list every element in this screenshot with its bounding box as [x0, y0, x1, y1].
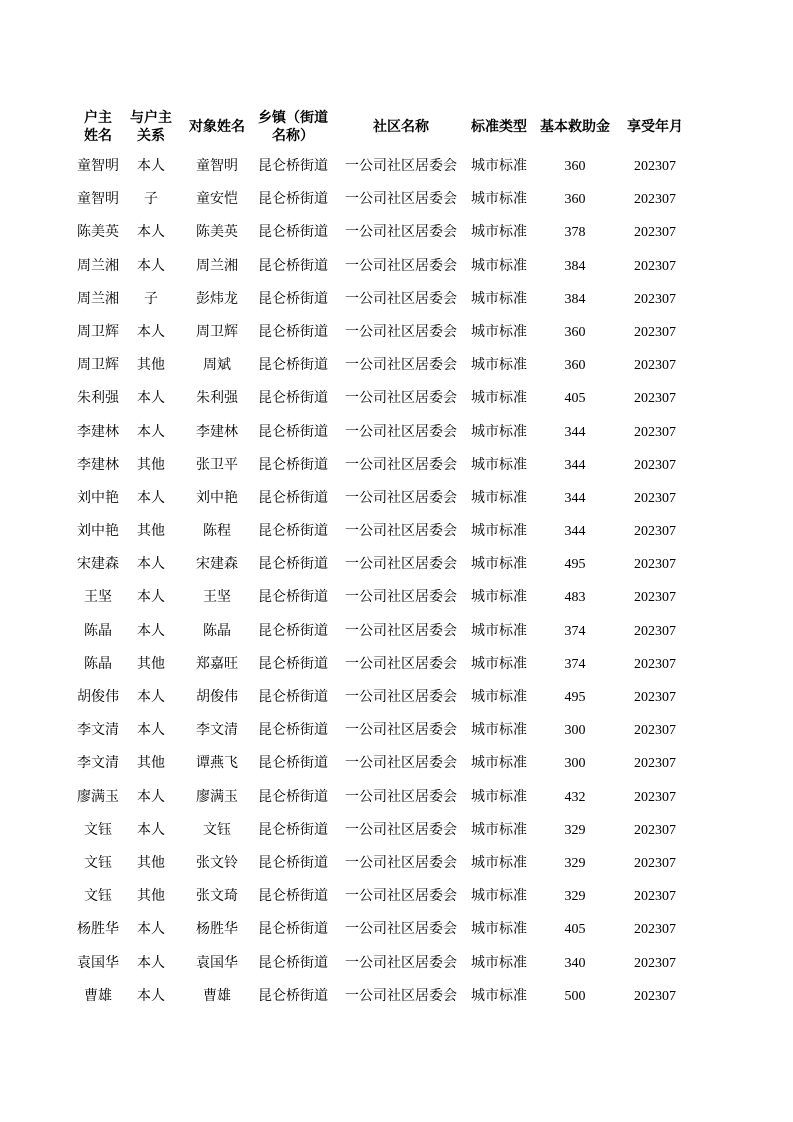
cell-basic-aid: 329 — [564, 889, 586, 905]
cell-householder-name: 曹雄 — [84, 987, 112, 1004]
header-period: 享受年月 — [627, 118, 683, 135]
cell-community: 一公司社区居委会 — [345, 921, 457, 938]
cell-basic-aid: 344 — [564, 490, 586, 506]
cell-basic-aid: 384 — [564, 258, 586, 274]
cell-relationship: 本人 — [137, 921, 165, 938]
table-row — [68, 847, 708, 880]
cell-relationship: 本人 — [137, 589, 165, 606]
cell-relationship: 子 — [144, 290, 158, 307]
cell-basic-aid: 374 — [564, 656, 586, 672]
cell-period: 202307 — [634, 988, 676, 1004]
cell-standard-type: 城市标准 — [471, 722, 527, 739]
table-row — [68, 913, 708, 946]
cell-standard-type: 城市标准 — [471, 158, 527, 174]
cell-period: 202307 — [634, 457, 676, 473]
cell-relationship: 本人 — [137, 556, 165, 573]
cell-period: 202307 — [634, 955, 676, 971]
cell-township: 昆仑桥街道 — [258, 589, 328, 606]
cell-township: 昆仑桥街道 — [258, 954, 328, 971]
table-row — [68, 183, 708, 216]
cell-relationship: 本人 — [137, 954, 165, 971]
cell-community: 一公司社区居委会 — [345, 323, 457, 340]
cell-householder-name: 文钰 — [84, 888, 112, 905]
table-row — [68, 880, 708, 913]
cell-basic-aid: 432 — [564, 789, 586, 805]
table-row — [68, 349, 708, 382]
cell-relationship: 本人 — [137, 390, 165, 407]
cell-period: 202307 — [634, 159, 676, 174]
cell-period: 202307 — [634, 723, 676, 739]
cell-township: 昆仑桥街道 — [258, 257, 328, 274]
cell-period: 202307 — [634, 424, 676, 440]
cell-community: 一公司社区居委会 — [345, 655, 457, 672]
cell-community: 一公司社区居委会 — [345, 456, 457, 473]
cell-community: 一公司社区居委会 — [345, 523, 457, 540]
cell-township: 昆仑桥街道 — [258, 390, 328, 407]
table-row — [68, 316, 708, 349]
cell-recipient-name: 李文清 — [196, 722, 238, 739]
cell-householder-name: 李文清 — [77, 722, 119, 739]
cell-standard-type: 城市标准 — [471, 357, 527, 374]
cell-period: 202307 — [634, 789, 676, 805]
cell-community: 一公司社区居委会 — [345, 954, 457, 971]
cell-recipient-name: 宋建森 — [196, 556, 238, 573]
cell-community: 一公司社区居委会 — [345, 788, 457, 805]
cell-community: 一公司社区居委会 — [345, 257, 457, 274]
cell-standard-type: 城市标准 — [471, 290, 527, 307]
cell-community: 一公司社区居委会 — [345, 357, 457, 374]
cell-householder-name: 王坚 — [84, 589, 112, 606]
cell-township: 昆仑桥街道 — [258, 755, 328, 772]
cell-township: 昆仑桥街道 — [258, 357, 328, 374]
cell-householder-name: 宋建森 — [77, 556, 119, 573]
header-recipient-name: 对象姓名 — [189, 118, 245, 135]
cell-period: 202307 — [634, 258, 676, 274]
cell-township: 昆仑桥街道 — [258, 788, 328, 805]
cell-period: 202307 — [634, 690, 676, 705]
cell-householder-name: 李文清 — [77, 755, 119, 772]
table-row — [68, 515, 708, 548]
cell-relationship: 本人 — [137, 722, 165, 739]
cell-period: 202307 — [634, 524, 676, 540]
cell-township: 昆仑桥街道 — [258, 191, 328, 208]
table-row — [68, 615, 708, 648]
cell-township: 昆仑桥街道 — [258, 523, 328, 540]
cell-basic-aid: 344 — [564, 457, 586, 473]
cell-community: 一公司社区居委会 — [345, 622, 457, 639]
cell-township: 昆仑桥街道 — [258, 622, 328, 639]
cell-relationship: 本人 — [137, 689, 165, 705]
cell-period: 202307 — [634, 225, 676, 241]
cell-relationship: 其他 — [137, 854, 165, 871]
table-body — [68, 150, 708, 1013]
cell-period: 202307 — [634, 922, 676, 938]
table-row — [68, 581, 708, 614]
cell-township: 昆仑桥街道 — [258, 689, 328, 705]
table-row — [68, 980, 708, 1013]
cell-township: 昆仑桥街道 — [258, 821, 328, 838]
cell-standard-type: 城市标准 — [471, 323, 527, 340]
table-row — [68, 548, 708, 581]
cell-recipient-name: 谭燕飞 — [196, 755, 238, 772]
cell-basic-aid: 495 — [564, 557, 586, 573]
cell-township: 昆仑桥街道 — [258, 423, 328, 440]
cell-relationship: 其他 — [137, 357, 165, 374]
cell-recipient-name: 李建林 — [196, 423, 238, 440]
cell-community: 一公司社区居委会 — [345, 854, 457, 871]
cell-basic-aid: 329 — [564, 822, 586, 838]
table-row — [68, 382, 708, 415]
header-township: 乡镇（街道 名称） — [258, 109, 328, 144]
cell-relationship: 其他 — [137, 888, 165, 905]
cell-period: 202307 — [634, 490, 676, 506]
cell-recipient-name: 陈美英 — [196, 224, 238, 241]
header-community: 社区名称 — [373, 118, 429, 135]
cell-community: 一公司社区居委会 — [345, 489, 457, 506]
cell-householder-name: 李建林 — [77, 456, 119, 473]
cell-community: 一公司社区居委会 — [345, 423, 457, 440]
cell-community: 一公司社区居委会 — [345, 689, 457, 705]
cell-basic-aid: 340 — [564, 955, 586, 971]
cell-relationship: 其他 — [137, 523, 165, 540]
cell-basic-aid: 329 — [564, 855, 586, 871]
cell-township: 昆仑桥街道 — [258, 158, 328, 174]
cell-standard-type: 城市标准 — [471, 689, 527, 705]
cell-relationship: 本人 — [137, 323, 165, 340]
cell-standard-type: 城市标准 — [471, 589, 527, 606]
cell-period: 202307 — [634, 557, 676, 573]
cell-township: 昆仑桥街道 — [258, 655, 328, 672]
cell-community: 一公司社区居委会 — [345, 821, 457, 838]
cell-recipient-name: 朱利强 — [196, 390, 238, 407]
cell-period: 202307 — [634, 324, 676, 340]
cell-basic-aid: 360 — [564, 358, 586, 374]
cell-township: 昆仑桥街道 — [258, 987, 328, 1004]
cell-householder-name: 李建林 — [77, 423, 119, 440]
cell-basic-aid: 300 — [564, 723, 586, 739]
cell-community: 一公司社区居委会 — [345, 589, 457, 606]
cell-basic-aid: 344 — [564, 424, 586, 440]
cell-period: 202307 — [634, 889, 676, 905]
cell-basic-aid: 405 — [564, 922, 586, 938]
cell-recipient-name: 周兰湘 — [196, 257, 238, 274]
cell-relationship: 本人 — [137, 224, 165, 241]
cell-period: 202307 — [634, 822, 676, 838]
table-row — [68, 747, 708, 780]
cell-standard-type: 城市标准 — [471, 523, 527, 540]
cell-householder-name: 刘中艳 — [77, 523, 119, 540]
cell-basic-aid: 360 — [564, 324, 586, 340]
cell-recipient-name: 曹雄 — [203, 987, 231, 1004]
cell-basic-aid: 360 — [564, 159, 586, 174]
cell-standard-type: 城市标准 — [471, 655, 527, 672]
assistance-roster-table — [68, 103, 708, 1013]
cell-period: 202307 — [634, 756, 676, 772]
cell-householder-name: 陈晶 — [84, 655, 112, 672]
cell-householder-name: 周兰湘 — [77, 257, 119, 274]
cell-township: 昆仑桥街道 — [258, 290, 328, 307]
cell-householder-name: 杨胜华 — [77, 921, 119, 938]
table-row — [68, 416, 708, 449]
cell-relationship: 其他 — [137, 755, 165, 772]
cell-period: 202307 — [634, 358, 676, 374]
cell-standard-type: 城市标准 — [471, 622, 527, 639]
cell-householder-name: 廖满玉 — [77, 788, 119, 805]
cell-relationship: 子 — [144, 191, 158, 208]
cell-relationship: 其他 — [137, 456, 165, 473]
cell-recipient-name: 张文铃 — [196, 854, 238, 871]
cell-recipient-name: 张卫平 — [196, 456, 238, 473]
cell-community: 一公司社区居委会 — [345, 722, 457, 739]
cell-township: 昆仑桥街道 — [258, 323, 328, 340]
cell-township: 昆仑桥街道 — [258, 921, 328, 938]
cell-period: 202307 — [634, 656, 676, 672]
cell-community: 一公司社区居委会 — [345, 755, 457, 772]
cell-relationship: 其他 — [137, 655, 165, 672]
cell-standard-type: 城市标准 — [471, 257, 527, 274]
cell-township: 昆仑桥街道 — [258, 224, 328, 241]
cell-recipient-name: 袁国华 — [196, 954, 238, 971]
cell-standard-type: 城市标准 — [471, 390, 527, 407]
header-relationship: 与户主 关系 — [130, 109, 172, 144]
cell-period: 202307 — [634, 623, 676, 639]
cell-recipient-name: 郑嘉旺 — [196, 655, 238, 672]
cell-householder-name: 文钰 — [84, 854, 112, 871]
header-householder-name: 户主 姓名 — [84, 109, 112, 144]
cell-standard-type: 城市标准 — [471, 456, 527, 473]
table-row — [68, 250, 708, 283]
cell-recipient-name: 童安恺 — [196, 191, 238, 208]
cell-standard-type: 城市标准 — [471, 987, 527, 1004]
table-row — [68, 449, 708, 482]
cell-basic-aid: 384 — [564, 291, 586, 307]
header-standard-type: 标准类型 — [471, 118, 527, 135]
cell-recipient-name: 文钰 — [203, 821, 231, 838]
table-row — [68, 216, 708, 249]
cell-basic-aid: 405 — [564, 391, 586, 407]
cell-township: 昆仑桥街道 — [258, 888, 328, 905]
cell-basic-aid: 360 — [564, 192, 586, 208]
cell-standard-type: 城市标准 — [471, 556, 527, 573]
cell-standard-type: 城市标准 — [471, 423, 527, 440]
header-basic-aid: 基本救助金 — [540, 118, 610, 135]
cell-basic-aid: 374 — [564, 623, 586, 639]
cell-householder-name: 周卫辉 — [77, 357, 119, 374]
cell-standard-type: 城市标准 — [471, 888, 527, 905]
cell-period: 202307 — [634, 192, 676, 208]
cell-recipient-name: 刘中艳 — [196, 489, 238, 506]
table-row — [68, 283, 708, 316]
cell-householder-name: 周兰湘 — [77, 290, 119, 307]
cell-period: 202307 — [634, 391, 676, 407]
cell-community: 一公司社区居委会 — [345, 290, 457, 307]
table-row — [68, 947, 708, 980]
cell-period: 202307 — [634, 855, 676, 871]
table-row — [68, 482, 708, 515]
cell-standard-type: 城市标准 — [471, 489, 527, 506]
cell-period: 202307 — [634, 590, 676, 606]
cell-community: 一公司社区居委会 — [345, 556, 457, 573]
cell-relationship: 本人 — [137, 489, 165, 506]
cell-standard-type: 城市标准 — [471, 191, 527, 208]
cell-community: 一公司社区居委会 — [345, 390, 457, 407]
cell-relationship: 本人 — [137, 158, 165, 174]
cell-recipient-name: 张文琦 — [196, 888, 238, 905]
cell-basic-aid: 378 — [564, 225, 586, 241]
cell-basic-aid: 344 — [564, 524, 586, 540]
cell-township: 昆仑桥街道 — [258, 722, 328, 739]
cell-township: 昆仑桥街道 — [258, 556, 328, 573]
cell-standard-type: 城市标准 — [471, 788, 527, 805]
cell-householder-name: 朱利强 — [77, 390, 119, 407]
table-row — [68, 814, 708, 847]
cell-recipient-name: 童智明 — [196, 158, 238, 174]
cell-community: 一公司社区居委会 — [345, 987, 457, 1004]
cell-basic-aid: 500 — [564, 988, 586, 1004]
cell-recipient-name: 陈晶 — [203, 622, 231, 639]
cell-standard-type: 城市标准 — [471, 921, 527, 938]
cell-recipient-name: 杨胜华 — [196, 921, 238, 938]
cell-standard-type: 城市标准 — [471, 954, 527, 971]
cell-recipient-name: 周斌 — [203, 357, 231, 374]
cell-community: 一公司社区居委会 — [345, 224, 457, 241]
cell-standard-type: 城市标准 — [471, 854, 527, 871]
cell-householder-name: 袁国华 — [77, 954, 119, 971]
cell-relationship: 本人 — [137, 622, 165, 639]
cell-recipient-name: 胡俊伟 — [196, 689, 238, 705]
cell-community: 一公司社区居委会 — [345, 191, 457, 208]
cell-basic-aid: 300 — [564, 756, 586, 772]
cell-basic-aid: 495 — [564, 690, 586, 705]
cell-community: 一公司社区居委会 — [345, 158, 457, 174]
cell-standard-type: 城市标准 — [471, 755, 527, 772]
cell-recipient-name: 陈程 — [203, 523, 231, 540]
cell-relationship: 本人 — [137, 987, 165, 1004]
cell-relationship: 本人 — [137, 821, 165, 838]
cell-recipient-name: 王坚 — [203, 589, 231, 606]
cell-relationship: 本人 — [137, 423, 165, 440]
cell-township: 昆仑桥街道 — [258, 489, 328, 506]
cell-householder-name: 文钰 — [84, 821, 112, 838]
cell-township: 昆仑桥街道 — [258, 854, 328, 871]
table-header-row — [68, 103, 708, 150]
cell-householder-name: 周卫辉 — [77, 323, 119, 340]
cell-standard-type: 城市标准 — [471, 821, 527, 838]
table-row — [68, 648, 708, 681]
cell-township: 昆仑桥街道 — [258, 456, 328, 473]
cell-relationship: 本人 — [137, 788, 165, 805]
cell-householder-name: 陈晶 — [84, 622, 112, 639]
cell-standard-type: 城市标准 — [471, 224, 527, 241]
table-row — [68, 781, 708, 814]
cell-householder-name: 陈美英 — [77, 224, 119, 241]
table-row — [68, 681, 708, 714]
cell-householder-name: 童智明 — [77, 158, 119, 174]
cell-recipient-name: 廖满玉 — [196, 788, 238, 805]
cell-relationship: 本人 — [137, 257, 165, 274]
cell-householder-name: 胡俊伟 — [77, 689, 119, 705]
cell-householder-name: 刘中艳 — [77, 489, 119, 506]
cell-householder-name: 童智明 — [77, 191, 119, 208]
cell-period: 202307 — [634, 291, 676, 307]
cell-basic-aid: 483 — [564, 590, 586, 606]
cell-recipient-name: 周卫辉 — [196, 323, 238, 340]
cell-community: 一公司社区居委会 — [345, 888, 457, 905]
cell-recipient-name: 彭炜龙 — [196, 290, 238, 307]
table-row — [68, 150, 708, 183]
table-row — [68, 714, 708, 747]
